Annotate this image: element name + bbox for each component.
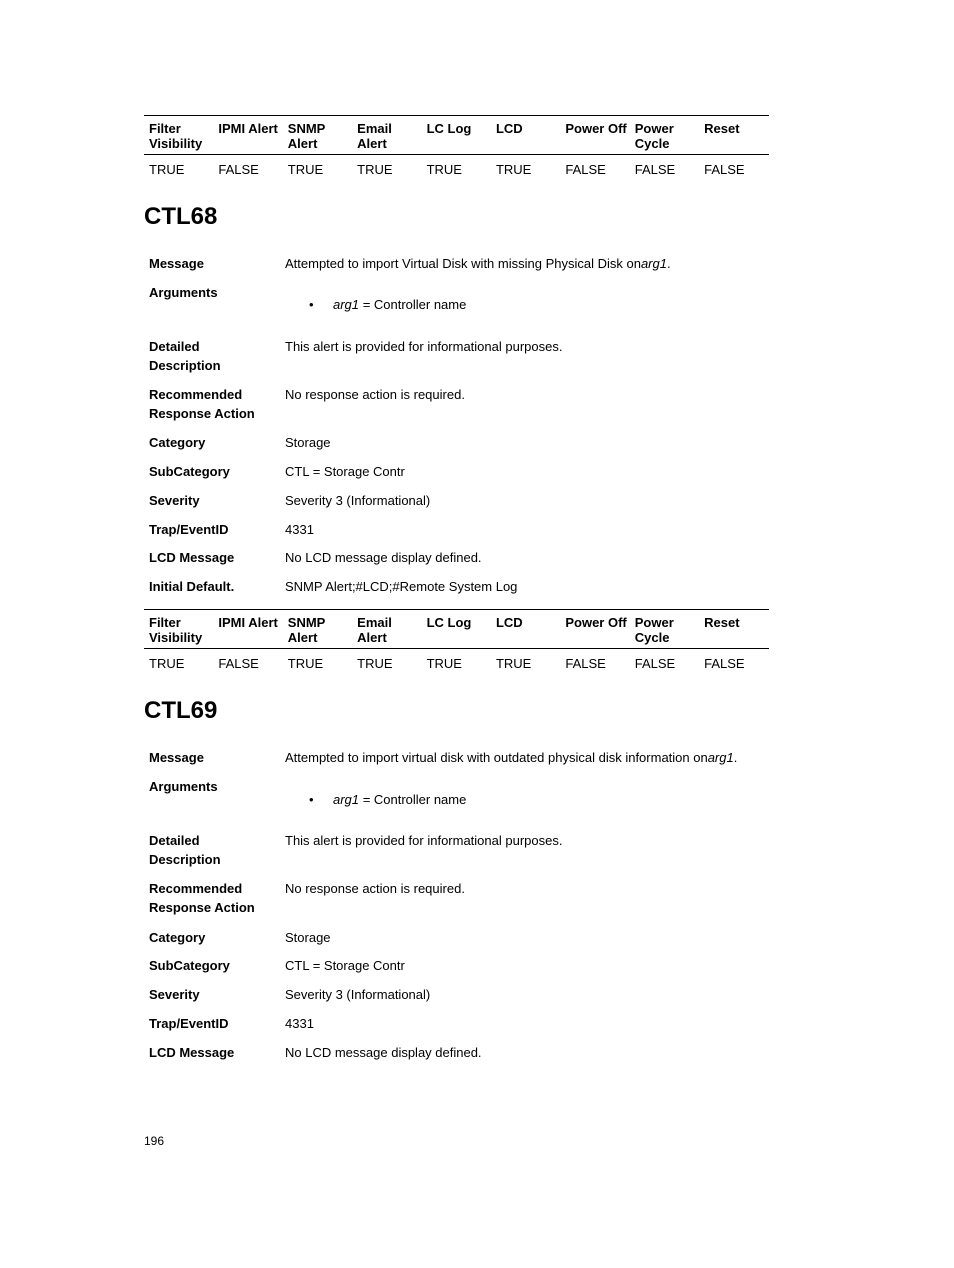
field-label: Detailed Description — [149, 339, 221, 373]
arg-desc: Controller name — [373, 297, 467, 312]
field-label: Message — [149, 256, 204, 271]
bullet-icon: • — [309, 297, 314, 312]
filter-table-header — [144, 116, 769, 155]
header-ipmi-alert: IPMI Alert — [218, 121, 278, 136]
value-lcd: TRUE — [495, 656, 532, 671]
value-ipmi-alert: FALSE — [218, 162, 259, 177]
field-label: SubCategory — [149, 464, 230, 479]
header-lcd: LCD — [495, 121, 523, 136]
table-row — [144, 155, 769, 185]
message-arg: arg1 — [640, 256, 667, 271]
message-text: Attempted to import Virtual Disk with missing Physical Disk on — [285, 256, 641, 271]
field-value: 4331 — [285, 522, 314, 537]
field-label: SubCategory — [149, 958, 230, 973]
value-power-cycle: FALSE — [634, 162, 676, 177]
section-title-ctl69: CTL69 — [144, 697, 218, 724]
field-value: 4331 — [285, 1016, 314, 1031]
field-label: Recommended Response Action — [149, 387, 255, 421]
field-label: Initial Default. — [149, 579, 235, 594]
argument-text — [333, 295, 466, 314]
value-email-alert: TRUE — [357, 656, 393, 671]
field-value: No response action is required. — [285, 881, 465, 896]
value-snmp-alert: TRUE — [287, 656, 324, 671]
value-power-off: FALSE — [565, 162, 606, 177]
page-number: 196 — [144, 1134, 165, 1148]
value-snmp-alert: TRUE — [287, 162, 324, 177]
arg-desc: Controller name — [373, 792, 467, 807]
header-email-alert: Email Alert — [357, 615, 392, 645]
value-reset: FALSE — [704, 656, 745, 671]
arg-eq: = — [359, 792, 374, 807]
header-lcd: LCD — [495, 615, 523, 630]
header-reset: Reset — [704, 615, 740, 630]
arg-name: arg1 — [333, 792, 360, 807]
value-ipmi-alert: FALSE — [218, 656, 259, 671]
bullet-icon: • — [309, 792, 314, 807]
filter-table-top — [144, 115, 769, 185]
value-power-off: FALSE — [565, 656, 606, 671]
field-value: No LCD message display defined. — [285, 1045, 482, 1060]
field-label: Arguments — [149, 779, 218, 794]
header-power-off: Power Off — [565, 121, 627, 136]
field-label: Category — [149, 435, 206, 450]
field-value: No response action is required. — [285, 387, 465, 402]
value-reset: FALSE — [704, 162, 745, 177]
field-value: This alert is provided for informational purposes. — [285, 339, 563, 354]
field-value: Severity 3 (Informational) — [285, 493, 431, 508]
field-value: No LCD message display defined. — [285, 550, 482, 565]
field-label: Category — [149, 930, 206, 945]
field-value: SNMP Alert;#LCD;#Remote System Log — [285, 579, 518, 594]
header-filter-visibility: Filter Visibility — [149, 121, 203, 151]
value-lcd: TRUE — [495, 162, 532, 177]
value-filter-visibility: TRUE — [149, 162, 185, 177]
field-value: Storage — [285, 930, 331, 945]
arg-name: arg1 — [333, 297, 360, 312]
value-power-cycle: FALSE — [634, 656, 676, 671]
header-email-alert: Email Alert — [357, 121, 392, 151]
table-row — [144, 649, 769, 679]
field-label: Severity — [149, 493, 200, 508]
header-snmp-alert: SNMP Alert — [287, 121, 326, 151]
message-arg: arg1 — [707, 750, 734, 765]
field-value: CTL = Storage Contr — [285, 958, 405, 973]
header-power-off: Power Off — [565, 615, 627, 630]
field-value — [285, 748, 769, 767]
field-label: LCD Message — [149, 1045, 235, 1060]
header-power-cycle: Power Cycle — [634, 615, 674, 645]
header-lc-log: LC Log — [426, 615, 472, 630]
field-label: Detailed Description — [149, 833, 221, 867]
header-lc-log: LC Log — [426, 121, 472, 136]
value-filter-visibility: TRUE — [149, 656, 185, 671]
message-text: Attempted to import virtual disk with outdated physical disk information on — [285, 750, 708, 765]
field-value — [285, 254, 769, 273]
arg-eq: = — [359, 297, 374, 312]
field-value: This alert is provided for informational purposes. — [285, 833, 563, 848]
value-email-alert: TRUE — [357, 162, 393, 177]
field-label: Recommended Response Action — [149, 881, 255, 915]
field-label: Message — [149, 750, 204, 765]
section-title-ctl68: CTL68 — [144, 203, 218, 230]
header-filter-visibility: Filter Visibility — [149, 615, 203, 645]
value-lc-log: TRUE — [426, 162, 462, 177]
field-label: Arguments — [149, 285, 218, 300]
field-value: CTL = Storage Contr — [285, 464, 405, 479]
value-lc-log: TRUE — [426, 656, 462, 671]
header-ipmi-alert: IPMI Alert — [218, 615, 278, 630]
argument-text — [333, 790, 466, 809]
header-snmp-alert: SNMP Alert — [287, 615, 326, 645]
field-value: Severity 3 (Informational) — [285, 987, 431, 1002]
filter-table-ctl68 — [144, 609, 769, 679]
field-label: Severity — [149, 987, 200, 1002]
message-end: . — [666, 256, 671, 271]
header-reset: Reset — [704, 121, 740, 136]
message-end: . — [733, 750, 738, 765]
field-value: Storage — [285, 435, 331, 450]
header-power-cycle: Power Cycle — [634, 121, 674, 151]
filter-table-header — [144, 610, 769, 649]
field-label: Trap/EventID — [149, 1016, 229, 1031]
field-label: Trap/EventID — [149, 522, 229, 537]
field-label: LCD Message — [149, 550, 235, 565]
